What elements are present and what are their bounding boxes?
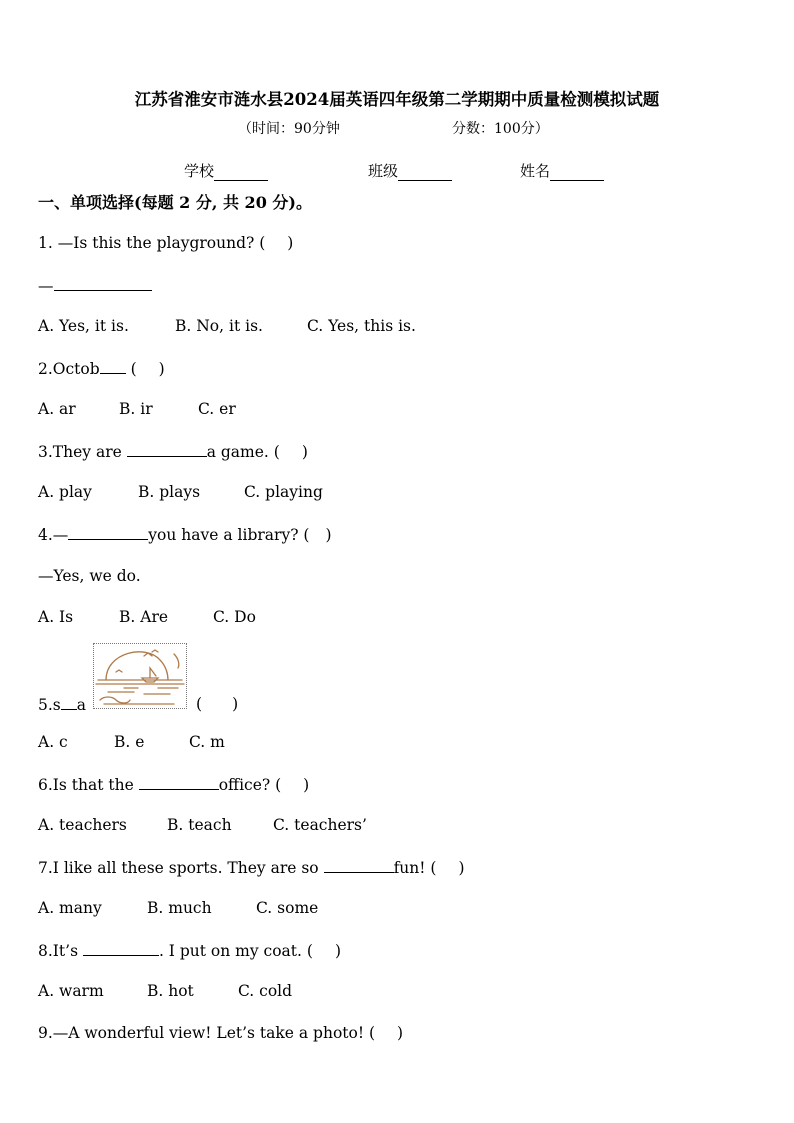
class-blank[interactable]	[398, 164, 452, 181]
question-2-after: (	[125, 360, 137, 378]
question-1	[38, 233, 293, 253]
option-c[interactable]: C. some	[256, 899, 319, 917]
option-b[interactable]: B. e	[114, 733, 145, 751]
question-3-options	[38, 482, 323, 502]
close-paren: )	[334, 942, 341, 960]
answer-blank[interactable]	[54, 275, 152, 291]
answer-blank[interactable]	[127, 441, 207, 457]
question-4-after: you have a library? (	[148, 526, 310, 544]
question-2-options	[38, 399, 236, 419]
question-7-stem: 7.I like all these sports. They are so	[38, 859, 324, 877]
school-label: 学校	[184, 162, 215, 180]
answer-blank[interactable]	[139, 774, 219, 790]
question-6-stem: 6.Is that the	[38, 776, 139, 794]
close-paren: )	[287, 234, 294, 252]
close-paren: )	[325, 526, 332, 544]
section-title: 一、单项选择(每题 2 分, 共 20 分)。	[38, 193, 312, 212]
dash: —	[38, 277, 54, 295]
option-b[interactable]: B. much	[147, 899, 212, 917]
question-7	[38, 857, 465, 878]
question-6-after: office? (	[218, 776, 282, 794]
question-6	[38, 774, 309, 795]
option-a[interactable]: A. c	[38, 733, 68, 751]
question-5-options	[38, 732, 225, 752]
option-c[interactable]: C. m	[189, 733, 225, 751]
answer-blank[interactable]	[100, 358, 126, 374]
option-b[interactable]: B. ir	[119, 400, 153, 418]
option-c[interactable]: C. Yes, this is.	[307, 317, 416, 335]
option-c[interactable]: C. er	[198, 400, 236, 418]
option-a[interactable]: A. Yes, it is.	[38, 317, 129, 335]
answer-blank[interactable]	[324, 857, 394, 873]
option-b[interactable]: B. Are	[119, 608, 169, 626]
option-c[interactable]: C. playing	[244, 483, 323, 501]
question-4	[38, 524, 332, 545]
option-b[interactable]: B. No, it is.	[175, 317, 263, 335]
option-b[interactable]: B. teach	[167, 816, 232, 834]
option-b[interactable]: B. plays	[138, 483, 201, 501]
option-a[interactable]: A. play	[38, 483, 92, 501]
close-paren: )	[301, 443, 308, 461]
question-1-answer-line	[38, 275, 152, 296]
question-1-options	[38, 316, 416, 336]
exam-time: （时间：90分钟	[238, 121, 340, 137]
exam-score: 分数：100分）	[452, 121, 549, 137]
close-paren: )	[158, 360, 165, 378]
option-a[interactable]: A. warm	[38, 982, 104, 1000]
option-b[interactable]: B. hot	[147, 982, 194, 1000]
open-paren: (	[196, 695, 203, 713]
name-blank[interactable]	[550, 164, 604, 181]
question-8-stem: 8.It’s	[38, 942, 83, 960]
question-8-after: . I put on my coat. (	[158, 942, 313, 960]
question-3	[38, 441, 308, 462]
answer-blank[interactable]	[68, 524, 148, 540]
question-9	[38, 1023, 403, 1043]
sunset-sea-picture	[93, 643, 187, 709]
question-3-stem: 3.They are	[38, 443, 127, 461]
class-field	[368, 160, 452, 181]
page-title: 江苏省淮安市涟水县2024届英语四年级第二学期期中质量检测模拟试题	[134, 90, 660, 109]
option-a[interactable]: A. ar	[38, 400, 76, 418]
question-4-options	[38, 607, 256, 627]
question-2	[38, 358, 165, 379]
question-5-paren	[196, 694, 238, 714]
close-paren: )	[458, 859, 465, 877]
question-6-options	[38, 815, 367, 835]
question-8-options	[38, 981, 292, 1001]
option-c[interactable]: C. cold	[238, 982, 293, 1000]
question-4-reply: —Yes, we do.	[38, 567, 141, 585]
question-3-after: a game. (	[206, 443, 280, 461]
option-a[interactable]: A. many	[38, 899, 102, 917]
question-7-after: fun! (	[393, 859, 437, 877]
option-a[interactable]: A. Is	[38, 608, 74, 626]
close-paren: )	[303, 776, 310, 794]
school-blank[interactable]	[214, 164, 268, 181]
option-c[interactable]: C. Do	[213, 608, 256, 626]
class-label: 班级	[368, 162, 399, 180]
name-field	[520, 160, 604, 181]
option-c[interactable]: C. teachers’	[273, 816, 367, 834]
question-5	[38, 694, 86, 715]
question-2-stem: 2.Octob	[38, 360, 100, 378]
close-paren: )	[397, 1024, 404, 1042]
school-field	[184, 160, 268, 181]
question-5-stem: 5.s	[38, 696, 61, 714]
option-a[interactable]: A. teachers	[38, 816, 127, 834]
question-1-stem: 1. —Is this the playground? (	[38, 234, 266, 252]
question-9-stem: 9.—A wonderful view! Let’s take a photo! (	[38, 1024, 376, 1042]
question-8	[38, 940, 341, 961]
question-5-after: a	[76, 696, 86, 714]
answer-blank[interactable]	[83, 940, 159, 956]
sunset-sketch-icon	[94, 644, 186, 708]
answer-blank[interactable]	[61, 694, 77, 710]
question-7-options	[38, 898, 318, 918]
close-paren: )	[232, 695, 239, 713]
name-label: 姓名	[520, 162, 551, 180]
question-4-stem: 4.—	[38, 526, 69, 544]
